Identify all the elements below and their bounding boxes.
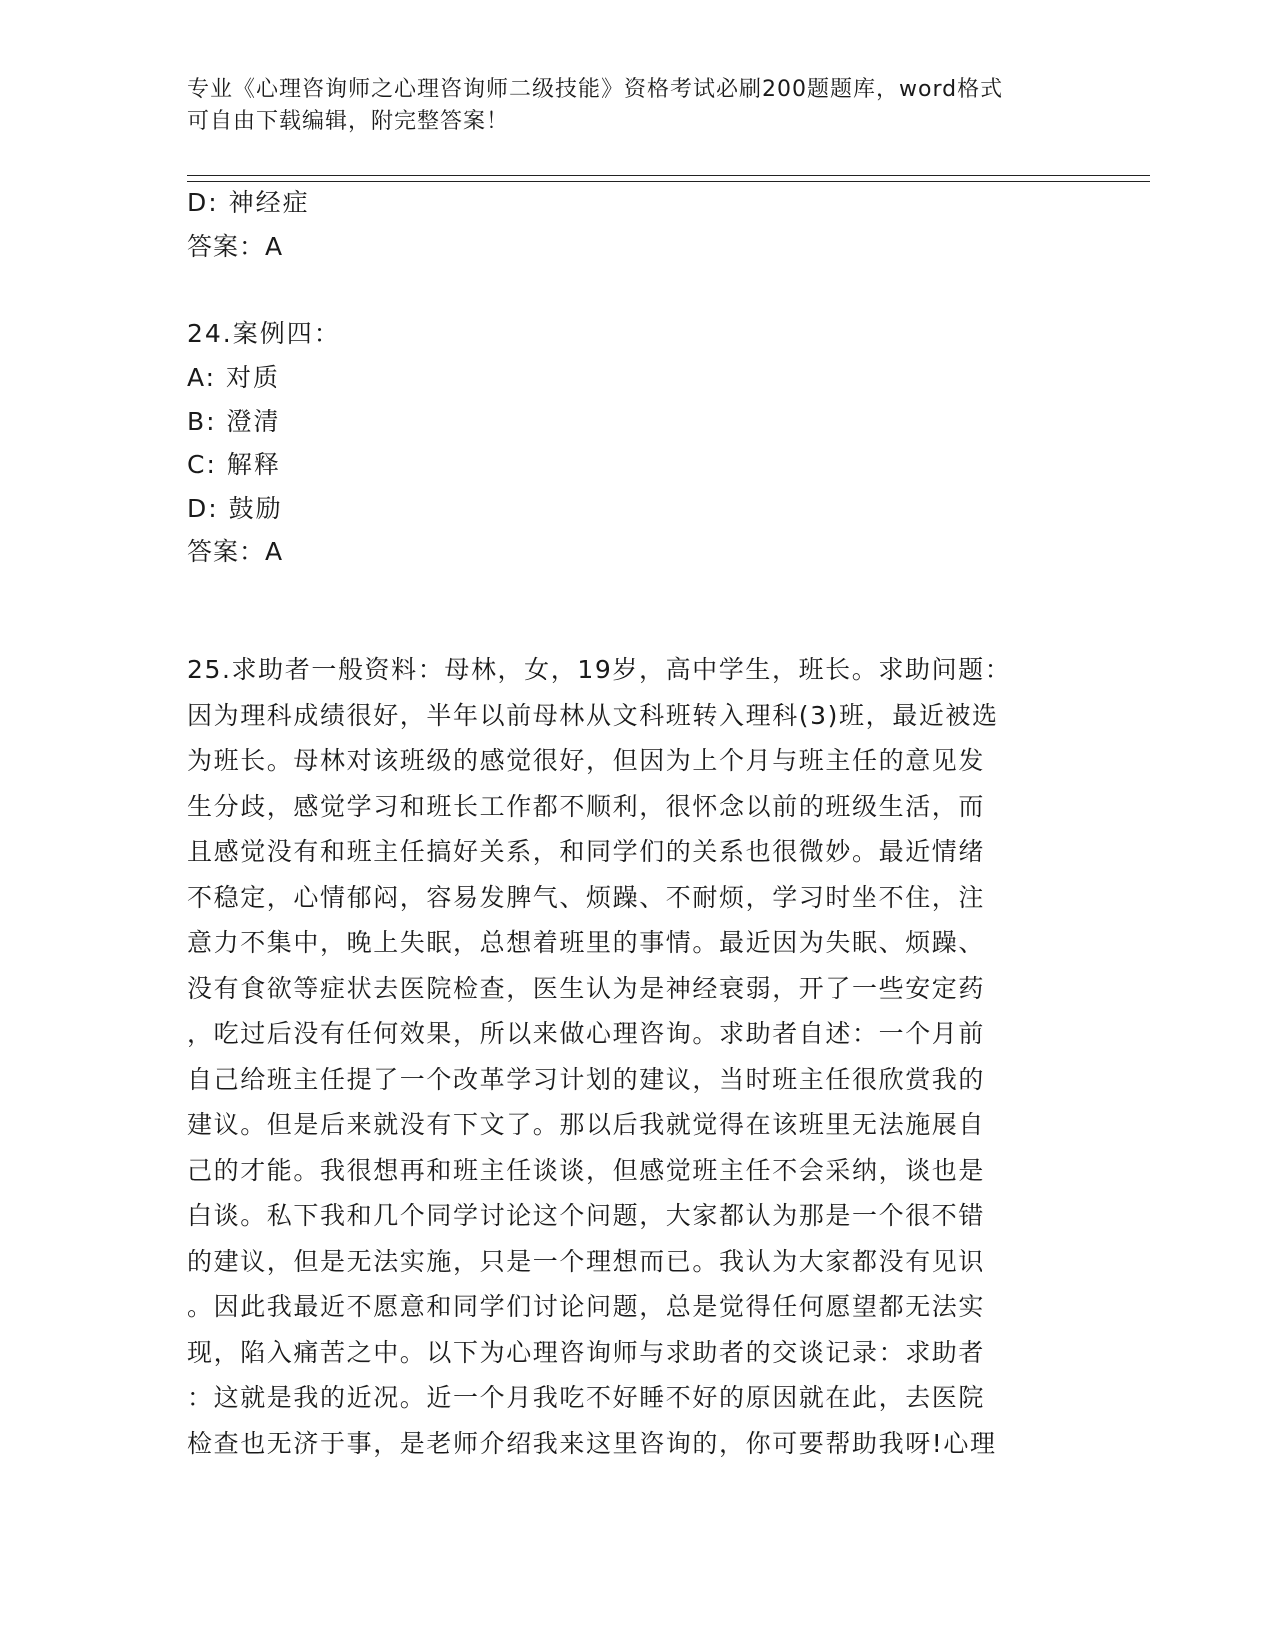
q25-line: 己的才能。我很想再和班主任谈谈，但感觉班主任不会采纳，谈也是 <box>187 1155 986 1185</box>
q25-line: ，吃过后没有任何效果，所以来做心理咨询。求助者自述：一个月前 <box>187 1019 986 1048</box>
q25-line: 自己给班主任提了一个改革学习计划的建议，当时班主任很欣赏我的 <box>187 1064 986 1094</box>
q23-option-d: D: 神经症 <box>187 188 310 217</box>
q25-line: 建议。但是后来就没有下文了。那以后我就觉得在该班里无法施展自 <box>187 1110 986 1139</box>
q25-line: 现，陷入痛苦之中。以下为心理咨询师与求助者的交谈记录：求助者 <box>187 1337 986 1367</box>
q25-line: 为班长。母林对该班级的感觉很好，但因为上个月与班主任的意见发 <box>187 746 986 775</box>
header-title-line-2: 可自由下载编辑，附完整答案！ <box>187 109 510 134</box>
header-divider-bottom <box>187 181 1150 182</box>
q25-line: 不稳定，心情郁闷，容易发脾气、烦躁、不耐烦，学习时坐不住，注 <box>187 882 986 912</box>
q25-line: 且感觉没有和班主任搞好关系，和同学们的关系也很微妙。最近情绪 <box>187 837 986 866</box>
q24-answer: 答案：A <box>187 537 284 566</box>
q25-line: 没有食欲等症状去医院检查，医生认为是神经衰弱，开了一些安定药 <box>187 973 986 1003</box>
q25-line: 25.求助者一般资料：母林，女，19岁，高中学生，班长。求助问题： <box>187 655 1012 684</box>
q24-title: 24.案例四： <box>187 319 341 348</box>
q24-option-d: D: 鼓励 <box>187 494 283 523</box>
q25-question <box>187 647 1077 1466</box>
q25-line: 的建议，但是无法实施，只是一个理想而已。我认为大家都没有见识 <box>187 1246 986 1276</box>
q25-line: 生分歧，感觉学习和班长工作都不顺利，很怀念以前的班级生活，而 <box>187 791 986 821</box>
q25-line: ：这就是我的近况。近一个月我吃不好睡不好的原因就在此，去医院 <box>187 1383 986 1412</box>
q24-option-a: A: 对质 <box>187 363 281 392</box>
q25-line: 意力不集中，晚上失眠，总想着班里的事情。最近因为失眠、烦躁、 <box>187 928 986 957</box>
header-divider-top <box>187 175 1150 176</box>
q25-line: 。因此我最近不愿意和同学们讨论问题，总是觉得任何愿望都无法实 <box>187 1292 986 1321</box>
q24-option-c: C: 解释 <box>187 450 281 479</box>
q23-answer: 答案：A <box>187 232 284 261</box>
q24-option-b: B: 澄清 <box>187 407 281 436</box>
q25-line: 白谈。私下我和几个同学讨论这个问题，大家都认为那是一个很不错 <box>187 1201 986 1230</box>
header-title-line-1: 专业《心理咨询师之心理咨询师二级技能》资格考试必刷200题题库，word格式 <box>187 77 1004 102</box>
page-header <box>187 74 1067 138</box>
q25-line: 检查也无济于事，是老师介绍我来这里咨询的，你可要帮助我呀!心理 <box>187 1428 997 1458</box>
q25-line: 因为理科成绩很好，半年以前母林从文科班转入理科(3)班，最近被选 <box>187 700 999 730</box>
